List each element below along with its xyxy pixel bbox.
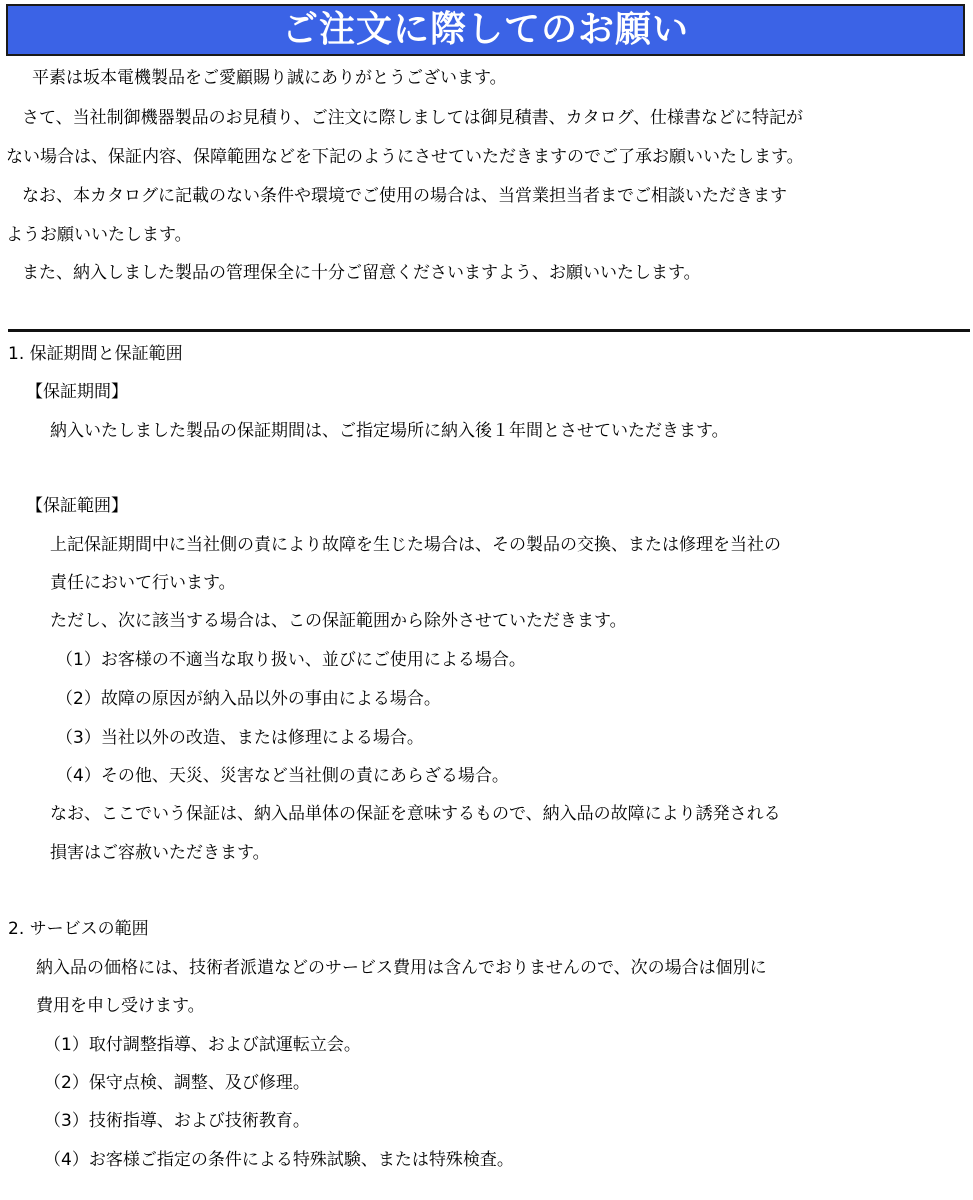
section1-heading: 1. 保証期間と保証範囲 (8, 344, 183, 364)
exclusion-item: （1）お客様の不適当な取り扱い、並びにご使用による場合。 (56, 650, 526, 670)
warranty-period-text: 納入いたしました製品の保証期間は、ご指定場所に納入後１年間とさせていただきます。 (50, 421, 729, 441)
section-divider (8, 329, 970, 332)
service-item: （4）お客様ご指定の条件による特殊試験、または特殊検査。 (44, 1150, 514, 1170)
warranty-scope-label: 【保証範囲】 (26, 496, 128, 516)
service-item: （3）技術指導、および技術教育。 (44, 1111, 310, 1131)
section2-heading: 2. サービスの範囲 (8, 919, 149, 939)
warranty-scope-line: 責任において行います。 (50, 573, 236, 593)
service-line: 納入品の価格には、技術者派遣などのサービス費用は含んでおりませんので、次の場合は個別に (36, 958, 767, 978)
service-line: 費用を申し受けます。 (36, 996, 205, 1016)
exclusion-item: （3）当社以外の改造、または修理による場合。 (56, 728, 424, 748)
warranty-scope-line: 上記保証期間中に当社側の責により故障を生じた場合は、その製品の交換、または修理を当社の (50, 535, 781, 555)
title-banner (6, 4, 965, 56)
exclusion-item: （2）故障の原因が納入品以外の事由による場合。 (56, 689, 441, 709)
service-item: （2）保守点検、調整、及び修理。 (44, 1073, 310, 1093)
intro-line: ない場合は、保証内容、保障範囲などを下記のようにさせていただきますのでご了承お願いいたします。 (6, 147, 804, 167)
intro-line: なお、本カタログに記載のない条件や環境でご使用の場合は、当営業担当者までご相談いただきます (22, 186, 787, 206)
intro-line: また、納入しました製品の管理保全に十分ご留意くださいますよう、お願いいたします。 (22, 263, 701, 283)
warranty-period-label: 【保証期間】 (26, 382, 128, 402)
warranty-note-line: 損害はご容赦いただきます。 (50, 843, 270, 863)
service-item: （1）取付調整指導、および試運転立会。 (44, 1035, 361, 1055)
warranty-scope-line: ただし、次に該当する場合は、この保証範囲から除外させていただきます。 (50, 611, 627, 631)
warranty-note-line: なお、ここでいう保証は、納入品単体の保証を意味するもので、納入品の故障により誘発される (50, 804, 781, 824)
intro-line: さて、当社制御機器製品のお見積り、ご注文に際しましては御見積書、カタログ、仕様書などに特記が (22, 108, 803, 128)
exclusion-item: （4）その他、天災、災害など当社側の責にあらざる場合。 (56, 766, 509, 786)
page-title: ご注文に際してのお願い (281, 9, 689, 50)
intro-line: 平素は坂本電機製品をご愛顧賜り誠にありがとうございます。 (32, 68, 507, 88)
intro-line: ようお願いいたします。 (6, 225, 192, 245)
